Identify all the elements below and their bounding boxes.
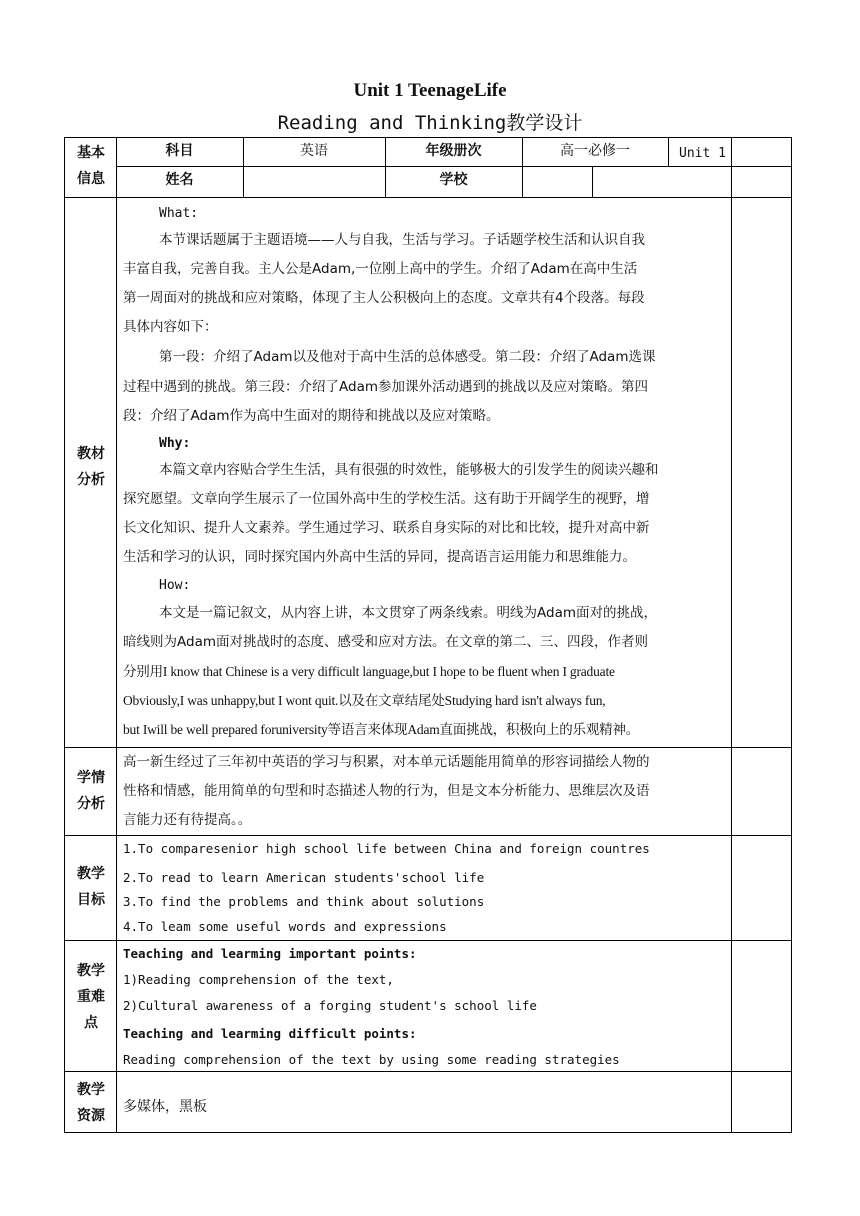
name-label: 姓名: [165, 172, 194, 188]
how-line: 暗线则为Adam面对挑战时的态度、感受和应对方法。在文章的第二、三、四段，作者则: [123, 634, 648, 650]
student-analysis-line: 性格和情感，能用简单的句型和时态描述人物的行为，但是文本分析能力、思维层次及语: [123, 783, 650, 799]
student-analysis-line: 高一新生经过了三年初中英语的学习与积累，对本单元话题能用简单的形容词描绘人物的: [123, 754, 650, 770]
objective-item: 2.To read to learn American students'school life: [123, 870, 485, 885]
important-point: 2)Cultural awareness of a forging student's school life: [123, 998, 537, 1013]
student-analysis-line: 言能力还有待提高。。: [123, 812, 252, 828]
student-analysis-content: [123, 748, 729, 835]
important-point: 1)Reading comprehension of the text,: [123, 972, 394, 987]
resources-row: [64, 1071, 792, 1133]
resources-label: 教学 资源: [77, 1082, 105, 1124]
what-line: 第一周面对的挑战和应对策略，体现了主人公积极向上的态度。文章共有4个段落。每段: [123, 290, 645, 306]
textbook-analysis-content: [123, 202, 729, 744]
document-subtitle: [0, 108, 860, 135]
student-analysis-label: 学情 分析: [77, 770, 105, 812]
unit-value: Unit 1: [679, 146, 726, 161]
textbook-analysis-row: [64, 197, 792, 748]
objective-item: 1.To comparesenior high school life between China and foreign countres: [123, 841, 650, 856]
how-line: 分别用I know that Chinese is a very difficult language,but I hope to be fluent when I graduate: [123, 664, 615, 679]
objectives-content: [123, 836, 729, 939]
why-line: 本篇文章内容贴合学生生活，具有很强的时效性，能够极大的引发学生的阅读兴趣和: [159, 462, 659, 478]
what-heading: What:: [159, 206, 199, 221]
how-line: Obviously,I was unhappy,but I wont quit.以及在文章结尾处Studying hard isn't always fun,: [123, 693, 606, 708]
subtitle-en: Reading and Thinking: [277, 112, 507, 134]
what-line: 丰富自我，完善自我。主人公是Adam,一位刚上高中的学生。介绍了Adam在高中生活: [123, 261, 638, 277]
how-heading: How:: [159, 578, 191, 593]
what-line: 本节课话题属于主题语境——人与自我，生活与学习。子话题学校生活和认识自我: [159, 232, 645, 248]
why-line: 探究愿望。文章向学生展示了一位国外高中生的学校生活。这有助于开阔学生的视野，增: [123, 491, 650, 507]
resources-value: 多媒体，黑板: [123, 1099, 207, 1115]
what-line: 具体内容如下：: [123, 319, 218, 335]
objectives-label: 教学 目标: [77, 866, 105, 908]
why-line: 生活和学习的认识，同时探究国内外高中生活的异同，提高语言运用能力和思维能力。: [123, 549, 636, 565]
objectives-row: [64, 835, 792, 941]
grade-value: 高一必修一: [560, 143, 630, 159]
basic-info-label: 基本 信息: [77, 145, 105, 187]
subject-value: 英语: [300, 143, 328, 159]
why-heading: Why:: [159, 436, 191, 451]
school-label: 学校: [439, 172, 468, 188]
subtitle-cn: 教学设计: [506, 112, 583, 134]
grade-label: 年级册次: [425, 143, 482, 159]
what-line: 过程中遇到的挑战。第三段：介绍了Adam参加课外活动遇到的挑战以及应对策略。第四: [123, 379, 648, 395]
important-points-heading: Teaching and learming important points:: [123, 946, 417, 961]
document-title: Unit 1 TeenageLife: [353, 80, 507, 101]
how-line: but Iwill be well prepared foruniversity等语言来体现Adam直面挑战，积极向上的乐观精神。: [123, 722, 640, 737]
textbook-analysis-label: 教材 分析: [77, 446, 105, 488]
basic-info-row: [64, 137, 792, 198]
what-line: 第一段：介绍了Adam以及他对于高中生活的总体感受。第二段：介绍了Adam选课: [159, 349, 656, 365]
what-line: 段：介绍了Adam作为高中生面对的期待和挑战以及应对策略。: [123, 408, 500, 424]
objective-item: 3.To find the problems and think about solutions: [123, 894, 485, 909]
difficult-point: Reading comprehension of the text by using some reading strategies: [123, 1052, 620, 1067]
key-points-content: [123, 941, 729, 1073]
difficult-points-heading: Teaching and learming difficult points:: [123, 1026, 417, 1041]
student-analysis-row: [64, 747, 792, 836]
why-line: 长文化知识、提升人文素养。学生通过学习、联系自身实际的对比和比较，提升对高中新: [123, 520, 650, 536]
how-line: 本文是一篇记叙文，从内容上讲，本文贯穿了两条线索。明线为Adam面对的挑战，: [159, 605, 657, 621]
subject-label: 科目: [165, 143, 194, 159]
key-points-row: [64, 940, 792, 1072]
key-points-label: 教学 重难 点: [77, 963, 105, 1031]
objective-item: 4.To leam some useful words and expressions: [123, 919, 447, 934]
